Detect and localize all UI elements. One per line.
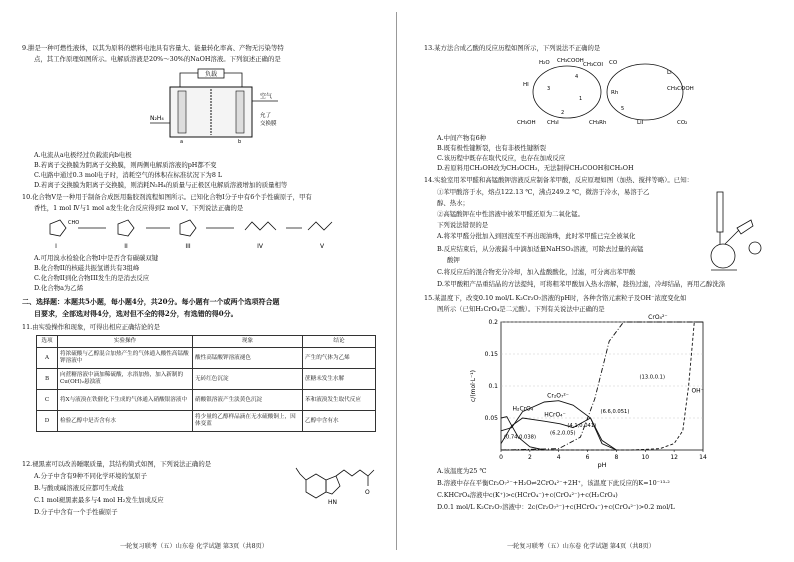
x-tick-label: 8 bbox=[614, 454, 619, 461]
q14-option-c: C.将反应后的混合物充分冷却，加入盐酸酸化，过滤，可分离出苯甲酸 bbox=[437, 268, 636, 276]
q12-stem: 12.褪黑素可以改善睡眠质量，其结构简式如图，下列说法正确的是 bbox=[22, 460, 212, 468]
point-annotation: (6.2,0.05) bbox=[550, 430, 576, 437]
table-row bbox=[37, 348, 376, 369]
x-tick-label: 6 bbox=[585, 454, 590, 461]
table-cell: 苯和液溴发生取代反应 bbox=[303, 390, 376, 411]
chart-labels bbox=[504, 314, 704, 441]
page-footer: 一轮复习联考（五）山东卷 化学试题 第4页（共8页） bbox=[507, 543, 655, 550]
table-cell: 产生的气体为乙烯 bbox=[303, 348, 376, 369]
cycle-label-ch3rh: CH₃Rh bbox=[589, 120, 607, 126]
point-annotation: (6.6,0.051) bbox=[600, 408, 630, 415]
q14-stem-line1: 14.实验室用苯甲醛和高锰酸钾溶液反应制备苯甲酸，反应原理如图（加热、搅拌等略）。已知： bbox=[424, 176, 693, 184]
x-tick-label: 10 bbox=[641, 454, 650, 461]
cycle-label-ch3cooh-2: CH₃COOH bbox=[667, 86, 694, 92]
q14-known-2: ②高锰酸钾在中性溶液中被苯甲醛还原为二氧化锰。 bbox=[437, 210, 584, 218]
q15-option-c: C.KHCrO₄溶液中c(K⁺)>c(HCrO₄⁻)+c(CrO₄²⁻)+c(H₂CrO₄) bbox=[437, 491, 618, 499]
table-cell: 将浓硫酸与乙醇混合加热产生的气体通入酸性高锰酸钾溶液中 bbox=[58, 348, 193, 369]
point-annotation: (4.1,0.041) bbox=[567, 422, 597, 429]
cycle-label-co: CO bbox=[609, 60, 618, 66]
table-cell: 检验乙醇中是否含有水 bbox=[58, 411, 193, 432]
q13-option-c: C.该历程中既存在取代反应，也存在加成反应 bbox=[437, 154, 566, 162]
reflux-apparatus bbox=[707, 190, 767, 280]
q12-option-d: D.分子中含有一个手性碳原子 bbox=[34, 508, 118, 516]
series-label: Cr₂O₇²⁻ bbox=[547, 392, 569, 400]
q10-stem-line2: 香性，1 mol Ⅳ与1 mol a发生化合反应得到2 mol V。下列说法正确的是 bbox=[34, 204, 244, 212]
y-tick-label: 0.2 bbox=[488, 319, 498, 326]
series-label: H₂CrO₄ bbox=[512, 405, 534, 413]
step-5: 5 bbox=[621, 106, 625, 112]
q10-stem-line1: 10.化合物V是一种用于制备合成医用黏胶剂流程如图所示。已知化合物I分子中有6个手性碳原子，甲有 bbox=[22, 193, 312, 201]
q15-stem-line2: 图所示（已知H₂CrO₄是二元酸）。下列有关说法中正确的是 bbox=[437, 305, 605, 313]
electrode-b: b bbox=[238, 139, 242, 145]
q14-known-1-cont: 醇、热水； bbox=[437, 199, 469, 207]
q13-stem: 13.某方法合成乙酸的反应历程如图所示，下列说法不正确的是 bbox=[424, 44, 601, 52]
table-cell: 无砖红色沉淀 bbox=[193, 369, 303, 390]
load-label: 负载 bbox=[204, 71, 218, 78]
series-label: OH⁻ bbox=[691, 387, 704, 395]
y-tick-label: 0.05 bbox=[484, 415, 498, 422]
q15-option-b: B.溶液中存在平衡Cr₂O₇²⁻+H₂O⇌2CrO₄²⁻+2H⁺，该温度下此反应的K=10⁻¹³·² bbox=[437, 479, 670, 487]
cycle-label-co2: CO₂ bbox=[677, 120, 688, 126]
q9-option-b: B.若离子交换膜为阴离子交换膜，则两侧电解质溶液的pH都不变 bbox=[34, 161, 217, 169]
q14-option-d: D.苯甲酸粗产品重结晶的方法提纯，可将粗苯甲酸加入热水溶解，趁热过滤，冷却结晶，再用乙醇洗涤 bbox=[437, 280, 726, 288]
table-row bbox=[37, 390, 376, 411]
page-footer: 一轮复习联考（五）山东卷 化学试题 第3页（共8页） bbox=[120, 543, 268, 550]
cycle-label-rh: Rh bbox=[611, 90, 619, 96]
q13-option-b: B.既有极性键断裂，也有非极性键断裂 bbox=[437, 144, 546, 152]
q12-option-b: B.与酸或碱溶液反应都可生成盐 bbox=[34, 484, 124, 492]
cycle-label-ch3cooh: CH₃COOH bbox=[557, 58, 584, 64]
melatonin-structure bbox=[292, 462, 382, 522]
x-tick-label: 0 bbox=[499, 454, 503, 461]
x-tick-label: 2 bbox=[527, 454, 532, 461]
cycle-label-hi: HI bbox=[523, 82, 529, 88]
fuel-label: N₂H₄ bbox=[150, 115, 164, 122]
table-cell: 将X与液溴在铁催化下生成的气体通入硝酸银溶液中 bbox=[58, 390, 193, 411]
cycle-label-ch3i: CH₃I bbox=[547, 120, 559, 126]
table-cell: 酸性高锰酸钾溶液褪色 bbox=[193, 348, 303, 369]
compound-5-label: V bbox=[319, 243, 325, 250]
cycle-label-li: Li bbox=[667, 70, 672, 76]
nh-label: HN bbox=[328, 499, 337, 506]
cho-label: CHO bbox=[68, 220, 80, 226]
q9-option-d: D.若离子交换膜为阳离子交换膜，则消耗N₂H₄的质量与正极区电解质溶液增加的质量相等 bbox=[34, 181, 288, 189]
header-conclusion: 结论 bbox=[303, 336, 376, 348]
x-axis-label: pH bbox=[597, 461, 607, 469]
table-cell: 向蔗糖溶液中滴加稀硫酸，水浴加热，加入新制的Cu(OH)₂悬浊液 bbox=[58, 369, 193, 390]
q12-option-c: C.1 mol褪黑素最多与4 mol H₂发生加成反应 bbox=[34, 496, 164, 504]
q14-option-b-cont: 酸钾 bbox=[447, 256, 460, 264]
step-3: 3 bbox=[547, 86, 551, 92]
cycle-label-ch3oh: CH₃OH bbox=[517, 120, 536, 126]
q10-option-a: A.可用溴水检验化合物I中是否含有碳碳双键 bbox=[34, 254, 159, 262]
table-row bbox=[37, 369, 376, 390]
q10-option-c: C.化合物II到化合物III发生的是消去反应 bbox=[34, 274, 150, 282]
membrane-label-2: 交换膜 bbox=[260, 121, 277, 127]
table-row bbox=[37, 411, 376, 432]
section-2-header-line2: 目要求，全部选对得4分，选对但不全的得2分，有选错的得0分。 bbox=[34, 309, 238, 318]
table-cell: 蔗糖未发生水解 bbox=[303, 369, 376, 390]
step-2: 2 bbox=[561, 110, 565, 116]
q15-stem-line1: 15.某温度下，改变0.10 mol/L K₂Cr₂O₇溶液的pH时，各种含铬元素粒子及OH⁻浓度变化如 bbox=[424, 294, 687, 302]
concentration-ph-chart bbox=[467, 313, 717, 469]
o-label: O bbox=[365, 489, 370, 496]
series-label: CrO₄²⁻ bbox=[648, 313, 668, 321]
q11-stem: 11.由实验操作和现象，可得出相应正确结论的是 bbox=[22, 323, 160, 331]
q10-option-d: D.化合物a为乙烯 bbox=[34, 284, 84, 292]
x-tick-label: 12 bbox=[670, 454, 678, 461]
cycle-label-lii: LiI bbox=[637, 120, 644, 126]
cycle-label-h2o: H₂O bbox=[539, 60, 550, 66]
q9-stem-line1: 9.肼是一种可燃性液体，以其为原料的燃料电池具有容量大、能量转化率高、产物无污染等特 bbox=[22, 44, 284, 52]
step-4: 4 bbox=[575, 74, 579, 80]
header-phenomenon: 现象 bbox=[193, 336, 303, 348]
fuel-cell-diagram bbox=[150, 65, 290, 147]
q14-option-b: B.反应结束后，从分液漏斗中滴加适量NaHSO₃溶液，可除去过量的高锰 bbox=[437, 245, 644, 253]
membrane-label-1: 允了 bbox=[260, 113, 272, 119]
q9-option-a: A.电流从a电极经过负载流向b电极 bbox=[34, 151, 132, 159]
table-cell: D bbox=[37, 411, 58, 432]
table-cell: C bbox=[37, 390, 58, 411]
q14-option-a: A.将苯甲醛分批加入到回流至不再出现油珠，此时苯甲醛已完全被氧化 bbox=[437, 232, 636, 240]
table-cell: B bbox=[37, 369, 58, 390]
y-axis-label: c/(mol·L⁻¹) bbox=[470, 369, 477, 403]
chart-axes bbox=[470, 319, 707, 469]
compound-2-label: II bbox=[124, 243, 128, 250]
y-tick-label: 0.15 bbox=[484, 351, 498, 358]
table-cell: 乙醇中含有水 bbox=[303, 411, 376, 432]
compound-3-label: III bbox=[185, 243, 191, 250]
q11-table bbox=[36, 335, 376, 432]
q15-option-a: A.该温度为25 ℃ bbox=[437, 467, 487, 475]
q12-option-a: A.分子中含有9种不同化学环境的氢原子 bbox=[34, 472, 147, 480]
q9-stem-line2: 点，其工作原理如图所示。电解质溶液是20%～30%的NaOH溶液。下列叙述正确的是 bbox=[34, 55, 281, 63]
series-label: HCrO₄⁻ bbox=[544, 411, 566, 419]
air-label: 空气 bbox=[260, 93, 273, 100]
point-annotation: (0.74,0.038) bbox=[503, 434, 536, 441]
header-option: 选项 bbox=[37, 336, 58, 348]
x-tick-label: 14 bbox=[699, 454, 707, 461]
q15-option-d: D.0.1 mol/L K₂Cr₂O₇溶液中：2c(Cr₂O₇²⁻)+c(HCrO₄⁻)+c(CrO₄²⁻)>0.2 mol/L bbox=[437, 503, 675, 511]
reaction-cycle-diagram bbox=[517, 54, 717, 128]
electrode-a: a bbox=[180, 139, 184, 145]
q10-option-b: B.化合物II的核磁共振氢谱共有3组峰 bbox=[34, 264, 140, 272]
point-annotation: (13.0,0.1) bbox=[639, 374, 666, 381]
q13-option-a: A.中间产物有6种 bbox=[437, 134, 487, 142]
section-2-header-line1: 二、选择题：本题共5小题，每小题4分，共20分。每小题有一个或两个选项符合题 bbox=[22, 297, 280, 306]
synthesis-route-diagram bbox=[40, 214, 360, 252]
compound-4-label: IV bbox=[257, 243, 263, 250]
exam-page-4 bbox=[397, 0, 794, 562]
table-cell: 硝酸银溶液产生淡黄色沉淀 bbox=[193, 390, 303, 411]
x-tick-label: 4 bbox=[556, 454, 561, 461]
cycle-label-ch3coi: CH₃COI bbox=[583, 62, 603, 68]
table-cell: 将少量的乙醇样品滴在无水硫酸铜上，因体变蓝 bbox=[193, 411, 303, 432]
y-tick-label: 0.1 bbox=[488, 383, 498, 390]
header-operation: 实验操作 bbox=[58, 336, 193, 348]
step-1: 1 bbox=[579, 96, 583, 102]
q14-known-1: ①苯甲酸溶于水，熔点122.13 ℃，沸点249.2 ℃，微溶于冷水，易溶于乙 bbox=[437, 188, 650, 196]
compound-1-label: I bbox=[55, 243, 57, 250]
q13-option-d: D.若原料用CH₃OH改为CH₃OCH₃，无法制得CH₃COOH和CH₃OH bbox=[437, 164, 634, 172]
q9-option-c: C.电路中通过0.3 mol电子时，消耗空气的体积在标准状况下为8 L bbox=[34, 171, 223, 179]
q14-question: 下列说法错误的是 bbox=[437, 221, 489, 229]
table-cell: A bbox=[37, 348, 58, 369]
table-header-row bbox=[37, 336, 376, 348]
